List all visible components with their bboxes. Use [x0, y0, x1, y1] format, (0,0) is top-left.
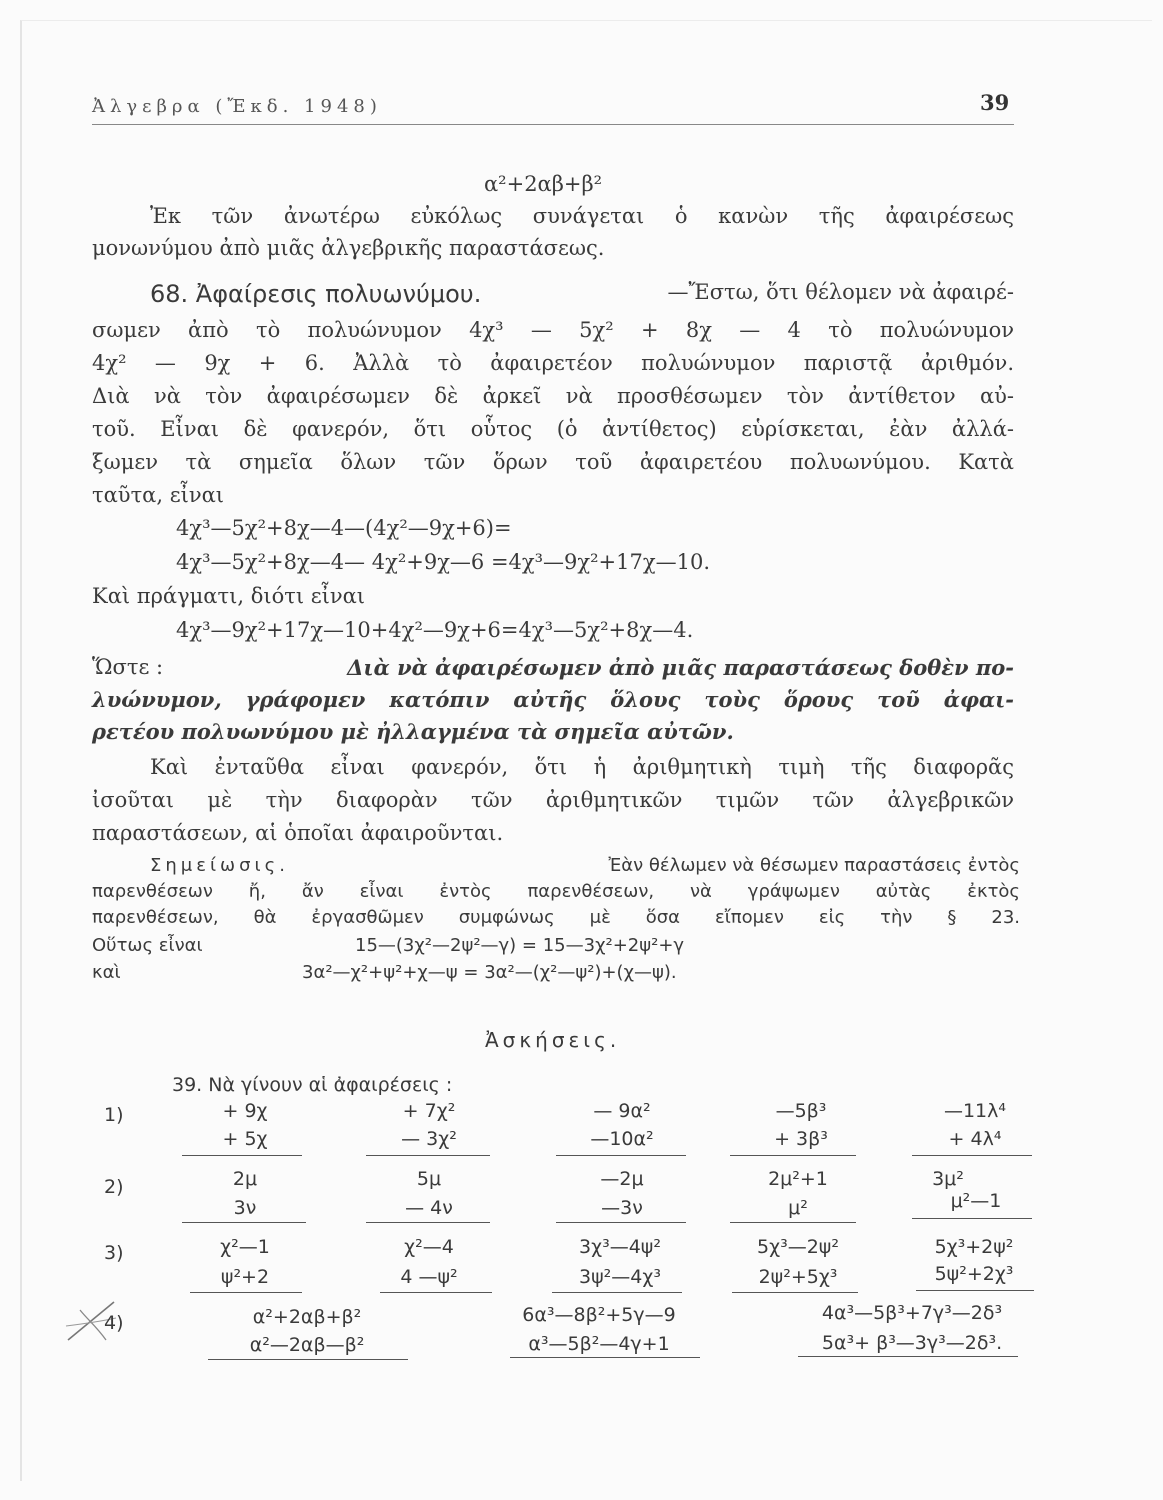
- example-label: καὶ: [92, 962, 121, 983]
- exercise-bottom: 5ψ²+2χ³: [934, 1263, 1014, 1285]
- example-2: 3α²—χ²+ψ²+χ—ψ = 3α²—(χ²—ψ²)+(χ—ψ).: [302, 962, 677, 983]
- formula-1: α²+2αβ+β²: [484, 172, 603, 196]
- exercise-bottom: μ²: [788, 1197, 808, 1219]
- exercise-underline: [552, 1292, 682, 1293]
- section-68-first-line: [150, 280, 1014, 308]
- exercise-underline: [916, 1290, 1034, 1291]
- exercise-top: + 9χ: [222, 1100, 268, 1122]
- rule-lead: Ὥστε :: [92, 655, 164, 679]
- exercise-underline: [366, 1155, 490, 1156]
- example-label: Οὕτως εἶναι: [92, 935, 203, 956]
- equation-3: 4χ³—9χ²+17χ—10+4χ²—9χ+6=4χ³—5χ²+8χ—4.: [176, 618, 694, 642]
- exercise-top: χ²—1: [220, 1236, 270, 1258]
- exercise-underline: [366, 1222, 490, 1223]
- exercise-top: 5χ³+2ψ²: [934, 1236, 1014, 1258]
- exercise-bottom: α³—5β²—4γ+1: [528, 1333, 670, 1355]
- equation-2: 4χ³—5χ²+8χ—4— 4χ²+9χ—6 =4χ³—9χ²+17χ—10.: [176, 550, 710, 574]
- exercises-heading: Ἀσκήσεις.: [485, 1028, 621, 1052]
- para-2-line: ἰσοῦται μὲ τὴν διαφορὰν τῶν ἀριθμητικῶν τιμῶν τῶν ἀλγεβρικῶν: [92, 788, 1014, 812]
- exercise-top: 4α³—5β³+7γ³—2δ³: [821, 1302, 1003, 1324]
- exercise-problem: 39. Νὰ γίνουν αἱ ἀφαιρέσεις :: [172, 1074, 453, 1096]
- exercise-bottom: 3ν: [233, 1197, 257, 1219]
- exercise-bottom: + 3β³: [774, 1128, 828, 1150]
- exercise-bottom: 2ψ²+5χ³: [758, 1266, 838, 1288]
- exercise-top: 5μ: [416, 1168, 442, 1190]
- section-line: —Ἔστω, ὅτι θέλομεν νὰ ἀφαιρέ-: [667, 280, 1014, 304]
- para-1-line: Ἐκ τῶν ἀνωτέρω εὐκόλως συνάγεται ὁ κανὼν τῆς ἀφαιρέσεως: [150, 204, 1014, 228]
- rule-text: Διὰ νὰ ἀφαιρέσωμεν ἀπὸ μιᾶς παραστάσεως δοθὲν πο-: [347, 655, 1014, 680]
- exercise-underline: [380, 1292, 492, 1293]
- note-line: παρενθέσεων, θὰ ἐργασθῶμεν συμφώνως μὲ ὅσα εἴπομεν εἰς τὴν § 23.: [92, 907, 1020, 928]
- exercise-bottom: + 5χ: [222, 1128, 268, 1150]
- exercise-top: 6α³—8β²+5γ—9: [522, 1304, 676, 1326]
- header-rule: [92, 124, 1014, 125]
- exercise-underline: [912, 1155, 1032, 1156]
- rule-text: ρετέου πολυωνύμου μὲ ἠλλαγμένα τὰ σημεῖα αὐτῶν.: [92, 719, 734, 744]
- exercise-top: —2μ: [600, 1168, 644, 1190]
- note-lead: Σημείωσις.: [150, 855, 289, 876]
- exercise-underline: [912, 1218, 1032, 1219]
- exercise-bottom: μ²—1: [950, 1190, 1002, 1212]
- exercise-underline: [732, 1292, 858, 1293]
- exercise-top: —11λ⁴: [943, 1100, 1007, 1122]
- exercise-top: 3χ³—4ψ²: [579, 1236, 661, 1258]
- note-line: παρενθέσεων ἤ, ἄν εἶναι ἐντὸς παρενθέσεων, νὰ γράψωμεν αὐτὰς ἐκτὸς: [92, 881, 1020, 902]
- exercise-underline: [182, 1222, 306, 1223]
- example-1: 15—(3χ²—2ψ²—γ) = 15—3χ²+2ψ²+γ: [355, 935, 685, 956]
- exercise-underline: [798, 1356, 1018, 1357]
- exercise-bottom: —3ν: [601, 1197, 643, 1219]
- exercise-top: 3μ²: [932, 1168, 964, 1190]
- section-line: σωμεν ἀπὸ τὸ πολυώνυμον 4χ³ — 5χ² + 8χ — 4 τὸ πολυώνυμον: [92, 318, 1014, 342]
- exercise-row-label: 2): [104, 1176, 124, 1198]
- rule-text: λυώνυμον, γράφομεν κατόπιν αὐτῆς ὅλους τοὺς ὅρους τοῦ ἀφαι-: [92, 687, 1014, 712]
- exercise-bottom: — 4ν: [405, 1197, 453, 1219]
- exercise-bottom: 3ψ²—4χ³: [579, 1266, 661, 1288]
- exercise-top: —5β³: [775, 1100, 827, 1122]
- exercise-bottom: 5α³+ β³—3γ³—2δ³.: [821, 1332, 1003, 1354]
- exercise-bottom: + 4λ⁴: [948, 1128, 1002, 1150]
- exercise-underline: [510, 1357, 700, 1358]
- equation-1: 4χ³—5χ²+8χ—4—(4χ²—9χ+6)=: [176, 516, 512, 540]
- exercise-underline: [190, 1292, 302, 1293]
- section-line: τοῦ. Εἶναι δὲ φανερόν, ὅτι οὗτος (ὁ ἀντίθετος) εὑρίσκεται, ἐὰν ἀλλά-: [92, 417, 1014, 441]
- para-2-line: παραστάσεων, αἱ ὁποῖαι ἀφαιροῦνται.: [92, 821, 504, 845]
- para-2-line: Καὶ ἐνταῦθα εἶναι φανερόν, ὅτι ἡ ἀριθμητικὴ τιμὴ τῆς διαφορᾶς: [150, 755, 1014, 779]
- section-line: 4χ² — 9χ + 6. Ἀλλὰ τὸ ἀφαιρετέον πολυώνυμον παριστᾷ ἀριθμόν.: [92, 351, 1014, 375]
- exercise-bottom: 4 —ψ²: [400, 1266, 458, 1288]
- exercise-bottom: α²—2αβ—β²: [249, 1334, 365, 1356]
- check-intro: Καὶ πράγματι, διότι εἶναι: [92, 584, 366, 608]
- exercise-top: χ²—4: [404, 1236, 454, 1258]
- section-line: Διὰ νὰ τὸν ἀφαιρέσωμεν δὲ ἀρκεῖ νὰ προσθέσωμεν τὸν ἀντίθετον αὐ-: [92, 384, 1014, 408]
- exercise-top: 2μ²+1: [768, 1168, 828, 1190]
- exercise-underline: [182, 1155, 302, 1156]
- page-number: 39: [980, 90, 1010, 115]
- exercise-top: 5χ³—2ψ²: [757, 1236, 839, 1258]
- note-line: Ἐὰν θέλωμεν νὰ θέσωμεν παραστάσεις ἐντὸς: [608, 855, 1020, 876]
- exercise-row-label: 4): [104, 1312, 124, 1334]
- exercise-underline: [730, 1155, 856, 1156]
- exercise-top: — 9α²: [593, 1100, 651, 1122]
- exercise-row-label: 1): [104, 1104, 124, 1126]
- exercise-bottom: ψ²+2: [220, 1266, 270, 1288]
- running-title: Ἀλγεβρα (Ἔκδ. 1948): [92, 96, 382, 117]
- rule-first-line: [92, 655, 1014, 680]
- exercise-underline: [730, 1222, 856, 1223]
- section-line: ξωμεν τὰ σημεῖα ὅλων τῶν ὅρων τοῦ ἀφαιρετέου πολυωνύμου. Κατὰ: [92, 450, 1014, 474]
- exercise-underline: [556, 1155, 686, 1156]
- exercise-underline: [556, 1222, 686, 1223]
- section-title: 68. Ἀφαίρεσις πολυωνύμου.: [150, 280, 482, 308]
- exercise-top: + 7χ²: [402, 1100, 456, 1122]
- note-first-line: [150, 855, 1020, 876]
- exercise-underline: [208, 1359, 408, 1360]
- exercise-bottom: —10α²: [590, 1128, 654, 1150]
- section-line: ταῦτα, εἶναι: [92, 483, 225, 507]
- exercise-top: 2μ: [232, 1168, 258, 1190]
- exercise-row-label: 3): [104, 1242, 124, 1264]
- exercise-bottom: — 3χ²: [401, 1128, 457, 1150]
- exercise-top: α²+2αβ+β²: [252, 1306, 362, 1328]
- para-1-line: μονωνύμου ἀπὸ μιᾶς ἀλγεβρικῆς παραστάσεως.: [92, 236, 605, 260]
